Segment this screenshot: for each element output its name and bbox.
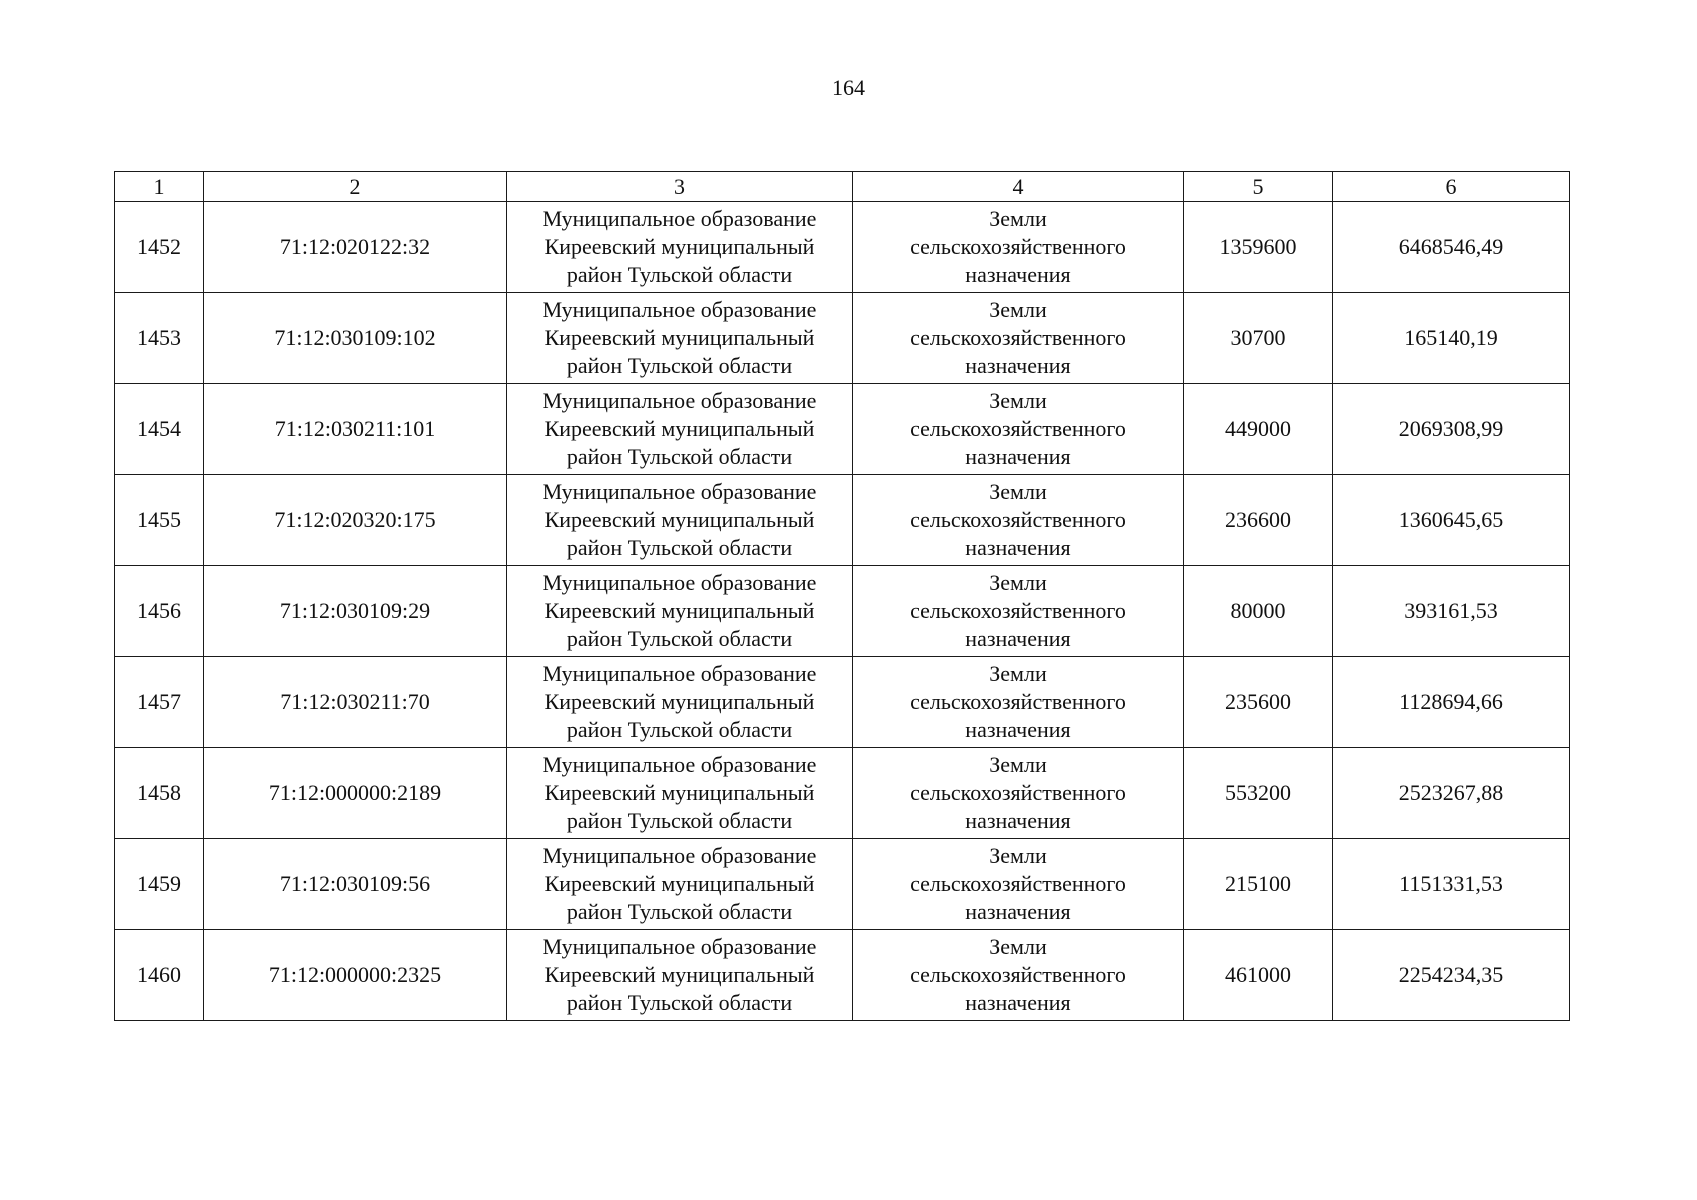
cadastral-number-cell: 71:12:020320:175 — [204, 475, 507, 566]
column-number-row — [115, 172, 1570, 202]
area-cell: 30700 — [1184, 293, 1333, 384]
category-line: назначения — [965, 444, 1071, 469]
category-line: сельскохозяйственного — [910, 416, 1126, 441]
area-cell: 236600 — [1184, 475, 1333, 566]
owner-line: Муниципальное образование — [542, 206, 817, 231]
category-line: назначения — [965, 990, 1071, 1015]
cadastral-value-cell: 2069308,99 — [1333, 384, 1570, 475]
owner-line: Киреевский муниципальный — [544, 507, 815, 532]
cadastral-number-cell: 71:12:030109:102 — [204, 293, 507, 384]
area-cell: 553200 — [1184, 748, 1333, 839]
land-category-cell — [853, 293, 1184, 384]
owner-line: Муниципальное образование — [542, 570, 817, 595]
area-cell: 80000 — [1184, 566, 1333, 657]
category-line: сельскохозяйственного — [910, 325, 1126, 350]
cadastral-number-cell: 71:12:030109:29 — [204, 566, 507, 657]
area-cell: 461000 — [1184, 930, 1333, 1021]
land-category-cell — [853, 202, 1184, 293]
cadastral-value-cell: 2254234,35 — [1333, 930, 1570, 1021]
category-line: назначения — [965, 717, 1071, 742]
row-number-cell: 1460 — [115, 930, 204, 1021]
owner-line: Киреевский муниципальный — [544, 234, 815, 259]
category-line: назначения — [965, 535, 1071, 560]
owner-line: район Тульской области — [566, 353, 793, 378]
category-line: сельскохозяйственного — [910, 598, 1126, 623]
category-line: сельскохозяйственного — [910, 689, 1126, 714]
cadastral-value-cell: 393161,53 — [1333, 566, 1570, 657]
area-cell: 215100 — [1184, 839, 1333, 930]
cadastral-value-cell: 165140,19 — [1333, 293, 1570, 384]
owner-cell — [507, 930, 853, 1021]
category-line: назначения — [965, 262, 1071, 287]
column-number-cell: 1 — [115, 172, 204, 202]
category-line: назначения — [965, 808, 1071, 833]
owner-line: Киреевский муниципальный — [544, 871, 815, 896]
category-line: Земли — [989, 388, 1047, 413]
cadastral-value-cell: 2523267,88 — [1333, 748, 1570, 839]
owner-cell — [507, 202, 853, 293]
table-row — [115, 384, 1570, 475]
row-number-cell: 1459 — [115, 839, 204, 930]
category-line: Земли — [989, 661, 1047, 686]
area-cell: 449000 — [1184, 384, 1333, 475]
cadastral-number-cell: 71:12:030109:56 — [204, 839, 507, 930]
owner-line: Киреевский муниципальный — [544, 416, 815, 441]
category-line: Земли — [989, 934, 1047, 959]
row-number-cell: 1455 — [115, 475, 204, 566]
owner-line: Киреевский муниципальный — [544, 325, 815, 350]
category-line: сельскохозяйственного — [910, 507, 1126, 532]
column-number-cell: 3 — [507, 172, 853, 202]
owner-line: район Тульской области — [566, 899, 793, 924]
owner-line: Киреевский муниципальный — [544, 780, 815, 805]
column-number-cell: 5 — [1184, 172, 1333, 202]
cadastral-value-cell: 6468546,49 — [1333, 202, 1570, 293]
table-row — [115, 930, 1570, 1021]
category-line: Земли — [989, 479, 1047, 504]
owner-line: Муниципальное образование — [542, 297, 817, 322]
table-row — [115, 475, 1570, 566]
land-category-cell — [853, 930, 1184, 1021]
column-number-cell: 6 — [1333, 172, 1570, 202]
owner-line: район Тульской области — [566, 990, 793, 1015]
cadastral-number-cell: 71:12:020122:32 — [204, 202, 507, 293]
table-row — [115, 293, 1570, 384]
owner-line: район Тульской области — [566, 535, 793, 560]
owner-cell — [507, 384, 853, 475]
land-category-cell — [853, 384, 1184, 475]
owner-line: Киреевский муниципальный — [544, 962, 815, 987]
land-registry-table — [114, 171, 1570, 1021]
category-line: Земли — [989, 843, 1047, 868]
category-line: Земли — [989, 206, 1047, 231]
cadastral-number-cell: 71:12:030211:70 — [204, 657, 507, 748]
owner-cell — [507, 293, 853, 384]
row-number-cell: 1452 — [115, 202, 204, 293]
table-row — [115, 202, 1570, 293]
category-line: сельскохозяйственного — [910, 871, 1126, 896]
owner-line: Муниципальное образование — [542, 843, 817, 868]
land-category-cell — [853, 839, 1184, 930]
area-cell: 1359600 — [1184, 202, 1333, 293]
owner-line: район Тульской области — [566, 444, 793, 469]
category-line: сельскохозяйственного — [910, 234, 1126, 259]
land-category-cell — [853, 657, 1184, 748]
table-row — [115, 839, 1570, 930]
row-number-cell: 1456 — [115, 566, 204, 657]
category-line: Земли — [989, 570, 1047, 595]
category-line: сельскохозяйственного — [910, 962, 1126, 987]
area-cell: 235600 — [1184, 657, 1333, 748]
owner-line: район Тульской области — [566, 262, 793, 287]
row-number-cell: 1453 — [115, 293, 204, 384]
category-line: Земли — [989, 752, 1047, 777]
owner-line: Муниципальное образование — [542, 388, 817, 413]
column-number-cell: 2 — [204, 172, 507, 202]
column-number-cell: 4 — [853, 172, 1184, 202]
land-category-cell — [853, 748, 1184, 839]
owner-line: Киреевский муниципальный — [544, 689, 815, 714]
owner-cell — [507, 475, 853, 566]
owner-line: Муниципальное образование — [542, 661, 817, 686]
land-category-cell — [853, 566, 1184, 657]
owner-cell — [507, 566, 853, 657]
category-line: назначения — [965, 626, 1071, 651]
owner-line: Муниципальное образование — [542, 934, 817, 959]
owner-line: Муниципальное образование — [542, 479, 817, 504]
category-line: назначения — [965, 353, 1071, 378]
table-row — [115, 566, 1570, 657]
cadastral-number-cell: 71:12:000000:2189 — [204, 748, 507, 839]
owner-line: район Тульской области — [566, 808, 793, 833]
table-row — [115, 657, 1570, 748]
row-number-cell: 1458 — [115, 748, 204, 839]
cadastral-value-cell: 1151331,53 — [1333, 839, 1570, 930]
owner-line: район Тульской области — [566, 717, 793, 742]
owner-line: район Тульской области — [566, 626, 793, 651]
land-category-cell — [853, 475, 1184, 566]
row-number-cell: 1457 — [115, 657, 204, 748]
owner-cell — [507, 748, 853, 839]
page-number: 164 — [832, 75, 865, 100]
category-line: сельскохозяйственного — [910, 780, 1126, 805]
cadastral-value-cell: 1360645,65 — [1333, 475, 1570, 566]
cadastral-number-cell: 71:12:030211:101 — [204, 384, 507, 475]
category-line: Земли — [989, 297, 1047, 322]
owner-cell — [507, 839, 853, 930]
owner-line: Муниципальное образование — [542, 752, 817, 777]
owner-line: Киреевский муниципальный — [544, 598, 815, 623]
row-number-cell: 1454 — [115, 384, 204, 475]
category-line: назначения — [965, 899, 1071, 924]
owner-cell — [507, 657, 853, 748]
cadastral-value-cell: 1128694,66 — [1333, 657, 1570, 748]
cadastral-number-cell: 71:12:000000:2325 — [204, 930, 507, 1021]
table-row — [115, 748, 1570, 839]
